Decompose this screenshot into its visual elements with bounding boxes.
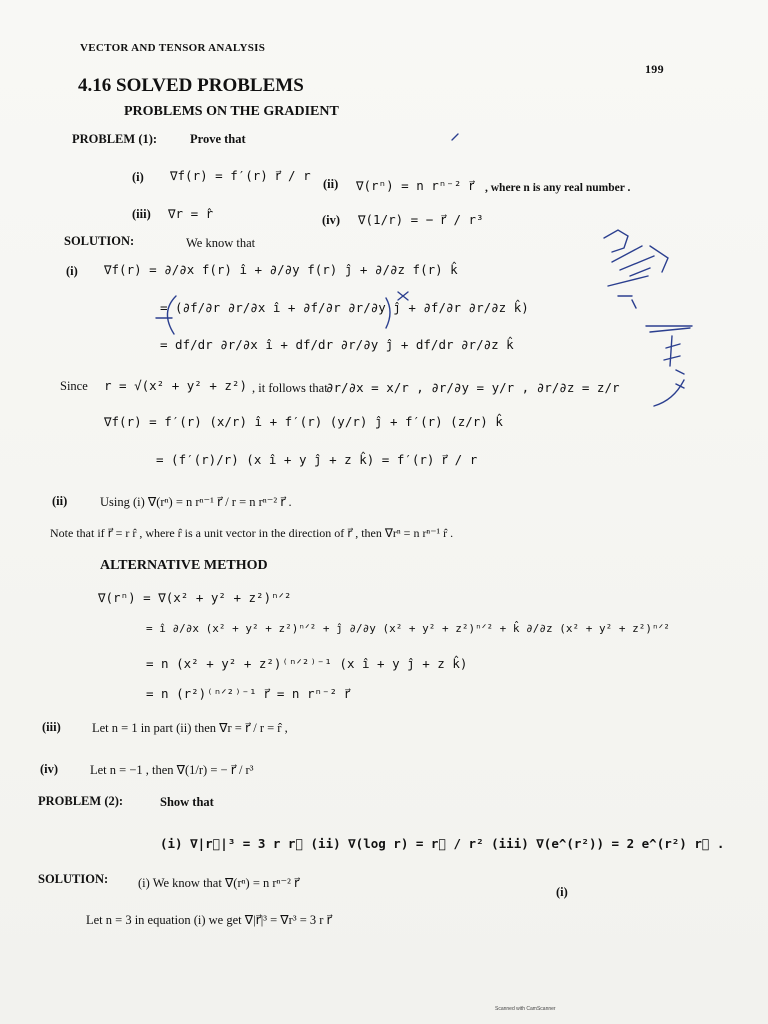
since-word: Since (60, 379, 88, 393)
problem-2-statement: (i) ∇|r⃗|³ = 3 r r⃗ (ii) ∇(log r) = r⃗ / r² (iii) ∇(e^(r²)) = 2 e^(r²) r⃗ . (160, 836, 725, 851)
solution-1-part-i-num: (i) (66, 264, 78, 278)
solution-1-intro: We know that (186, 236, 256, 250)
running-title: VECTOR AND TENSOR ANALYSIS (80, 42, 266, 54)
problem-1-item-ii-num: (ii) (323, 177, 339, 191)
problem-1-item-iii-expr: ∇r = r̂ (168, 206, 214, 221)
scanner-watermark: Scanned with CamScanner (495, 1006, 556, 1012)
partial-derivatives: ∂r/∂x = x/r , ∂r/∂y = y/r , ∂r/∂z = z/r (326, 380, 620, 395)
problem-1-label: PROBLEM (1): (72, 132, 158, 146)
part-iv-num: (iv) (40, 762, 59, 776)
follows-text: , it follows that (252, 381, 328, 395)
solution-1-step-1: ∇f(r) = ∂/∂x f(r) î + ∂/∂y f(r) ĵ + ∂/∂z f(r) k̂ (104, 262, 458, 277)
solution-1-step-3: = df/dr ∂r/∂x î + df/dr ∂r/∂y ĵ + df/dr ∂r/∂z k̂ (160, 337, 514, 352)
problem-1-item-i-expr: ∇f(r) = f′(r) r⃗ / r (170, 168, 311, 183)
alternative-method-title: ALTERNATIVE METHOD (100, 558, 268, 573)
alternative-line-1: ∇(rⁿ) = ∇(x² + y² + z²)ⁿᐟ² (98, 590, 292, 605)
solution-1-part-ii-num: (ii) (52, 494, 68, 508)
alternative-line-3: = n (x² + y² + z²)⁽ⁿᐟ²⁾⁻¹ (x î + y ĵ + z k̂) (146, 656, 468, 671)
equation-reference: (i) (556, 885, 568, 899)
since-expression: r = √(x² + y² + z²) (104, 378, 247, 393)
problem-2-label: PROBLEM (2): (38, 794, 124, 808)
solution-2-label: SOLUTION: (38, 872, 109, 886)
problem-1-item-ii-expr: ∇(rⁿ) = n rⁿ⁻² r⃗ (356, 178, 475, 193)
solution-2-line-2: Let n = 3 in equation (i) we get ∇|r⃗|³ = ∇r³ = 3 r r⃗ (86, 913, 332, 927)
solution-1-part-ii-text: Using (i) ∇(rⁿ) = n rⁿ⁻¹ r⃗ / r = n rⁿ⁻² r⃗ . (100, 495, 292, 509)
solution-1-step-2: = (∂f/∂r ∂r/∂x î + ∂f/∂r ∂r/∂y ĵ + ∂f/∂r ∂r/∂z k̂) (160, 300, 529, 315)
section-title: 4.16 SOLVED PROBLEMS (78, 75, 304, 96)
alternative-line-4: = n (r²)⁽ⁿᐟ²⁾⁻¹ r⃗ = n rⁿ⁻² r⃗ (146, 686, 350, 701)
problem-1-item-iv-expr: ∇(1/r) = − r⃗ / r³ (358, 212, 484, 227)
solution-2-line-1: (i) We know that ∇(rⁿ) = n rⁿ⁻² r⃗ (138, 876, 300, 890)
problem-1-intro: Prove that (190, 132, 246, 146)
problem-1-item-iv-num: (iv) (322, 213, 341, 227)
problem-1-item-ii-note: , where n is any real number . (485, 182, 631, 194)
result-line: = (f′(r)/r) (x î + y ĵ + z k̂) = f′(r) r⃗ / r (156, 452, 478, 467)
problem-1-item-i-num: (i) (132, 170, 144, 184)
page-number: 199 (645, 62, 664, 76)
problem-1-item-iii-num: (iii) (132, 207, 151, 221)
problem-2-intro: Show that (160, 795, 214, 809)
part-iii-text: Let n = 1 in part (ii) then ∇r = r⃗ / r = r̂ , (92, 721, 288, 735)
unit-vector-note: Note that if r⃗ = r r̂ , where r̂ is a unit vector in the direction of r⃗ , then ∇rⁿ = n rⁿ⁻¹ r̂ . (50, 526, 454, 540)
part-iv-text: Let n = −1 , then ∇(1/r) = − r⃗ / r³ (90, 763, 254, 777)
gradient-line: ∇f(r) = f′(r) (x/r) î + f′(r) (y/r) ĵ + f′(r) (z/r) k̂ (104, 414, 503, 429)
section-subtitle: PROBLEMS ON THE GRADIENT (124, 104, 339, 119)
part-iii-num: (iii) (42, 720, 61, 734)
alternative-line-2: = î ∂/∂x (x² + y² + z²)ⁿᐟ² + ĵ ∂/∂y (x² + y² + z²)ⁿᐟ² + k̂ ∂/∂z (x² + y² + z²)ⁿᐟ² (146, 622, 670, 635)
solution-1-label: SOLUTION: (64, 234, 135, 248)
